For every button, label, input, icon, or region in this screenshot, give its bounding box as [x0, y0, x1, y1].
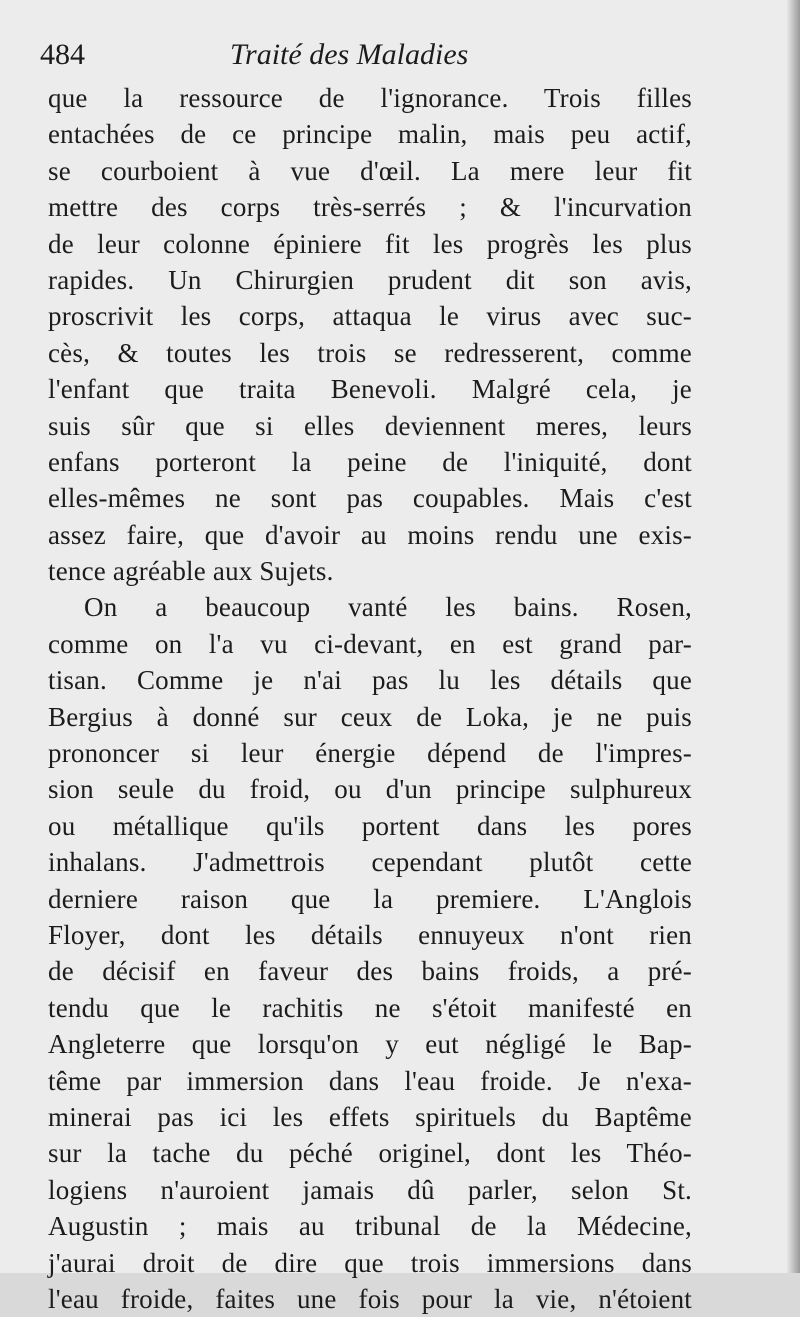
- text-line: tendu que le rachitis ne s'étoit manifesté en: [48, 992, 692, 1023]
- text-line: ou métallique qu'ils portent dans les pores: [48, 810, 692, 841]
- text-line: que la ressource de l'ignorance. Trois filles: [48, 83, 692, 113]
- text-line: entachées de ce principe malin, mais peu actif,: [48, 119, 692, 150]
- text-line: sion seule du froid, ou d'un principe sulphureux: [48, 774, 692, 805]
- text-line: inhalans. J'admettrois cependant plutôt cette: [48, 847, 692, 878]
- text-line: tême par immersion dans l'eau froide. Je n'exa-: [48, 1065, 692, 1096]
- running-head: Traité des Maladies: [230, 38, 469, 71]
- text-line: tisan. Comme je n'ai pas lu les détails que: [48, 665, 692, 696]
- text-line: proscrivit les corps, attaqua le virus avec suc-: [48, 301, 692, 332]
- text-line: On a beaucoup vanté les bains. Rosen,: [84, 592, 692, 623]
- text-line: Augustin ; mais au tribunal de la Médecine,: [48, 1211, 692, 1242]
- text-line: Bergius à donné sur ceux de Loka, je ne puis: [48, 701, 692, 732]
- text-line: sur la tache du péché originel, dont les Théo-: [48, 1138, 692, 1169]
- text-line: tence agréable aux Sujets.: [48, 556, 334, 587]
- text-line: enfans porteront la peine de l'iniquité, dont: [48, 446, 692, 477]
- text-line: j'aurai droit de dire que trois immersions dans: [48, 1247, 692, 1278]
- text-line: assez faire, que d'avoir au moins rendu une exis-: [48, 519, 692, 550]
- page-header: [40, 38, 700, 78]
- text-line: de décisif en faveur des bains froids, a pré-: [48, 956, 692, 987]
- text-line: derniere raison que la premiere. L'Anglois: [48, 883, 692, 914]
- text-line: suis sûr que si elles deviennent meres, leurs: [48, 410, 692, 441]
- page-number: 484: [40, 38, 85, 71]
- text-line: Floyer, dont les détails ennuyeux n'ont rien: [48, 919, 692, 950]
- text-line: Angleterre que lorsqu'on y eut négligé le Bap-: [48, 1029, 692, 1060]
- text-line: minerai pas ici les effets spirituels du Baptême: [48, 1101, 692, 1132]
- text-line: l'eau froide, faites une fois pour la vie, n'étoient: [48, 1283, 692, 1314]
- text-line: mettre des corps très-serrés ; & l'incurvation: [48, 192, 692, 223]
- text-line: cès, & toutes les trois se redresserent, comme: [48, 337, 692, 368]
- body-text: [48, 80, 692, 1317]
- text-line: logiens n'auroient jamais dû parler, selon St.: [48, 1174, 692, 1205]
- text-line: rapides. Un Chirurgien prudent dit son avis,: [48, 264, 692, 295]
- text-line: comme on l'a vu ci-devant, en est grand par-: [48, 628, 692, 659]
- text-line: elles-mêmes ne sont pas coupables. Mais c'est: [48, 483, 692, 514]
- text-line: l'enfant que traita Benevoli. Malgré cela, je: [48, 374, 692, 405]
- text-line: prononcer si leur énergie dépend de l'impres-: [48, 738, 692, 769]
- text-line: se courboient à vue d'œil. La mere leur fit: [48, 155, 692, 186]
- text-line: de leur colonne épiniere fit les progrès les plus: [48, 228, 692, 259]
